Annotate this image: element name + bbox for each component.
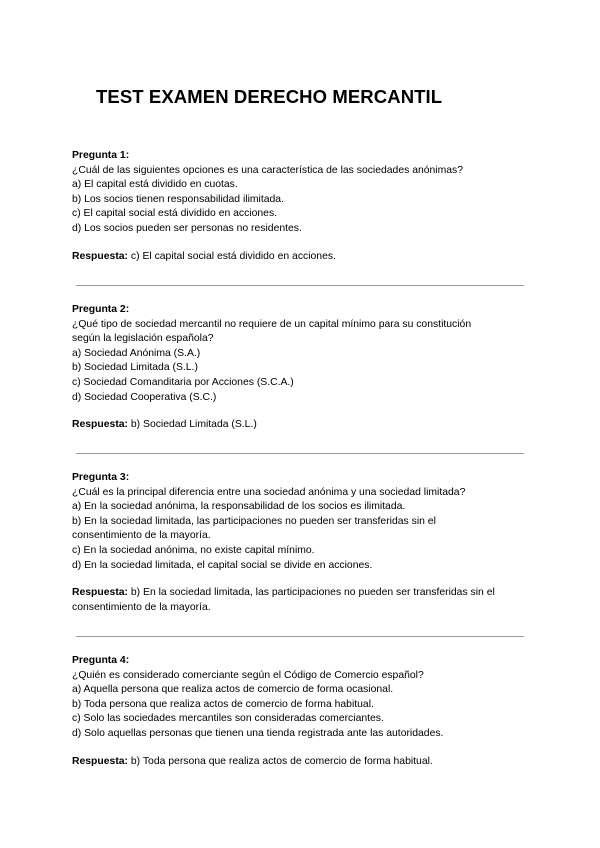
option-a: a) Sociedad Anónima (S.A.) bbox=[72, 347, 201, 359]
question-label: Pregunta 2: bbox=[72, 304, 130, 315]
answer-line bbox=[72, 250, 532, 265]
question-block-4 bbox=[72, 654, 532, 769]
answer-text: c) El capital social está dividido en acciones. bbox=[130, 250, 336, 262]
answer-line bbox=[72, 418, 532, 433]
question-block-3 bbox=[72, 471, 532, 615]
option-d: d) Sociedad Cooperativa (S.C.) bbox=[72, 391, 217, 403]
option-b: b) Los socios tienen responsabilidad ilimitada. bbox=[72, 193, 284, 205]
separator-line bbox=[76, 453, 524, 454]
answer-text: b) Toda persona que realiza actos de comercio de forma habitual. bbox=[130, 755, 433, 767]
option-d: d) Los socios pueden ser personas no residentes. bbox=[72, 222, 302, 234]
question-text-cont: según la legislación española? bbox=[72, 333, 214, 345]
answer-label: Respuesta: bbox=[72, 250, 129, 262]
document-title: TEST EXAMEN DERECHO MERCANTIL bbox=[96, 86, 443, 107]
option-a: a) El capital está dividido en cuotas. bbox=[72, 179, 238, 191]
option-c: c) En la sociedad anónima, no existe capital mínimo. bbox=[72, 544, 315, 556]
question-label: Pregunta 1: bbox=[72, 150, 130, 161]
separator-line bbox=[76, 636, 524, 637]
question-block-1 bbox=[72, 149, 532, 264]
option-d: d) Solo aquellas personas que tienen una tienda registrada ante las autoridades. bbox=[72, 727, 444, 739]
answer-text-cont: consentimiento de la mayoría. bbox=[72, 601, 211, 613]
question-label: Pregunta 4: bbox=[72, 655, 130, 666]
answer-text: b) Sociedad Limitada (S.L.) bbox=[130, 419, 257, 431]
answer-label: Respuesta: bbox=[72, 755, 129, 767]
question-text: ¿Cuál de las siguientes opciones es una característica de las sociedades anónimas? bbox=[72, 164, 464, 176]
answer-label: Respuesta: bbox=[72, 587, 129, 599]
question-label: Pregunta 3: bbox=[72, 472, 130, 483]
answer-line bbox=[72, 755, 532, 770]
option-b: b) Toda persona que realiza actos de comercio de forma habitual. bbox=[72, 698, 374, 710]
option-b: b) Sociedad Limitada (S.L.) bbox=[72, 362, 198, 374]
answer-line bbox=[72, 586, 532, 601]
answer-text: b) En la sociedad limitada, las participaciones no pueden ser transferidas sin el bbox=[130, 587, 495, 599]
option-b: b) En la sociedad limitada, las participaciones no pueden ser transferidas sin el bbox=[72, 515, 436, 527]
option-c: c) Sociedad Comanditaria por Acciones (S.C.A.) bbox=[72, 376, 294, 388]
question-block-2 bbox=[72, 303, 532, 433]
option-a: a) Aquella persona que realiza actos de comercio de forma ocasional. bbox=[72, 684, 394, 696]
option-c: c) El capital social está dividido en acciones. bbox=[72, 208, 278, 220]
question-text: ¿Cuál es la principal diferencia entre una sociedad anónima y una sociedad limitada? bbox=[72, 486, 466, 498]
option-c: c) Solo las sociedades mercantiles son consideradas comerciantes. bbox=[72, 713, 384, 725]
option-a: a) En la sociedad anónima, la responsabilidad de los socios es ilimitada. bbox=[72, 501, 406, 513]
question-text: ¿Quién es considerado comerciante según el Código de Comercio español? bbox=[72, 669, 424, 681]
option-d: d) En la sociedad limitada, el capital social se divide en acciones. bbox=[72, 559, 373, 571]
question-text: ¿Qué tipo de sociedad mercantil no requiere de un capital mínimo para su constitución bbox=[72, 318, 472, 330]
option-b-cont: consentimiento de la mayoría. bbox=[72, 530, 211, 542]
answer-label: Respuesta: bbox=[72, 419, 129, 431]
separator-line bbox=[76, 285, 524, 286]
